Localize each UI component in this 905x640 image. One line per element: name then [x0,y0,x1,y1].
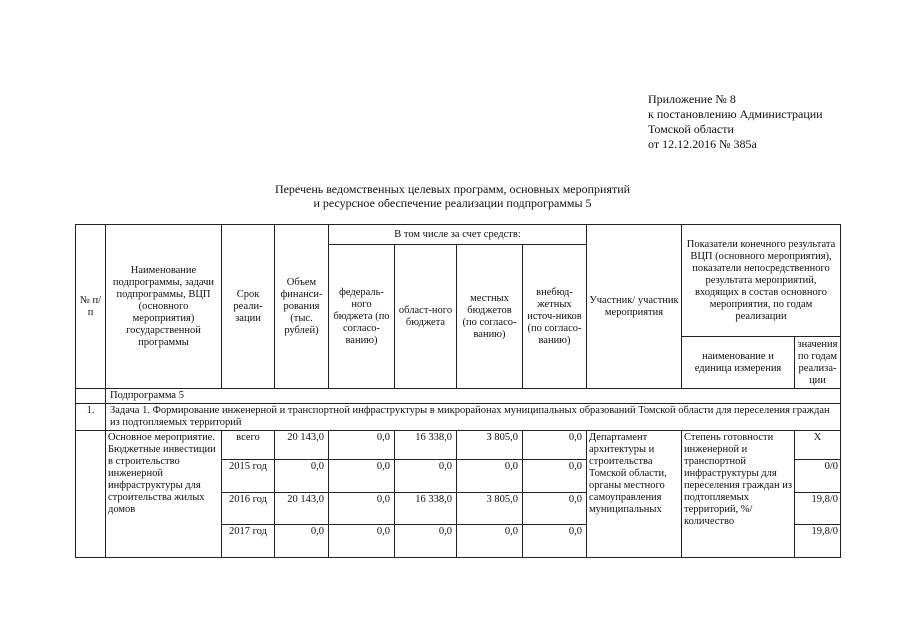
task-text: Задача 1. Формирование инженерной и транспортной инфраструктуры в микрорайонах муниципальных образований Томской области для переселения граждан из подтопляемых территорий [106,404,841,431]
header-federal: федераль-ного бюджета (по согласо-ванию) [329,245,395,389]
appendix-number: Приложение № 8 [648,92,736,106]
row-local: 0,0 [457,525,523,558]
row-value: 0/0 [795,460,841,493]
row-local: 3 805,0 [457,431,523,460]
appendix-region: Томской области [648,122,734,136]
row-volume: 20 143,0 [275,431,329,460]
header-volume: Объем финанси-рования (тыс. рублей) [275,225,329,389]
row-value: 19,8/0 [795,525,841,558]
activity-indicator: Степень готовности инженерной и транспортной инфраструктуры для переселения граждан из подтопляемых территорий, %/ количество [682,431,795,558]
title-line-2: и ресурсное обеспечение реализации подпрограммы 5 [313,196,592,210]
row-term: 2015 год [222,460,275,493]
activity-participant: Департамент архитектуры и строительства Томской области, органы местного самоуправления муниципальных [587,431,682,558]
row-regional: 16 338,0 [395,431,457,460]
row-regional: 0,0 [395,460,457,493]
activity-name: Основное мероприятие. Бюджетные инвестиции в строительство инженерной инфраструктуры для строительства жилых домов [106,431,222,558]
row-term: 2016 год [222,493,275,525]
header-name: Наименование подпрограммы, задачи подпрограммы, ВЦП (основного мероприятия) государственной программы [106,225,222,389]
header-including: В том числе за счет средств: [329,225,587,245]
row-regional: 0,0 [395,525,457,558]
header-indicators: Показатели конечного результата ВЦП (основного мероприятия), показатели непосредственного результата мероприятий, входящих в состав основного мероприятия, по годам реализации [682,225,841,337]
row-extra: 0,0 [523,525,587,558]
program-table [75,224,841,558]
row-term: 2017 год [222,525,275,558]
document-title [0,182,905,210]
row-extra: 0,0 [523,493,587,525]
header-participant: Участник/ участник мероприятия [587,225,682,389]
row-federal: 0,0 [329,431,395,460]
task-number: 1. [76,404,106,431]
row-local: 0,0 [457,460,523,493]
row-value: 19,8/0 [795,493,841,525]
appendix-date: от 12.12.2016 № 385а [648,137,757,151]
subprogram-label: Подпрограмма 5 [106,389,841,404]
row-local: 3 805,0 [457,493,523,525]
header-num: № п/п [76,225,106,389]
appendix-resolution: к постановлению Администрации [648,107,823,121]
row-term: всего [222,431,275,460]
header-term: Срок реали-зации [222,225,275,389]
row-federal: 0,0 [329,493,395,525]
task-row [76,404,841,431]
row-regional: 16 338,0 [395,493,457,525]
title-line-1: Перечень ведомственных целевых программ, основных мероприятий [274,182,631,196]
header-indicator-values: значения по годам реализа-ции [795,337,841,389]
row-volume: 0,0 [275,525,329,558]
header-extra: внебюд-жетных источ-ников (по согласо-ванию) [523,245,587,389]
appendix-note [648,92,823,152]
header-local: местных бюджетов (по согласо-ванию) [457,245,523,389]
subprogram-row [76,389,841,404]
header-regional: област-ного бюджета [395,245,457,389]
row-value: Х [795,431,841,460]
table-row [76,431,841,460]
row-extra: 0,0 [523,460,587,493]
row-extra: 0,0 [523,431,587,460]
row-federal: 0,0 [329,525,395,558]
row-volume: 20 143,0 [275,493,329,525]
header-indicator-name: наименование и единица измерения [682,337,795,389]
row-federal: 0,0 [329,460,395,493]
row-volume: 0,0 [275,460,329,493]
